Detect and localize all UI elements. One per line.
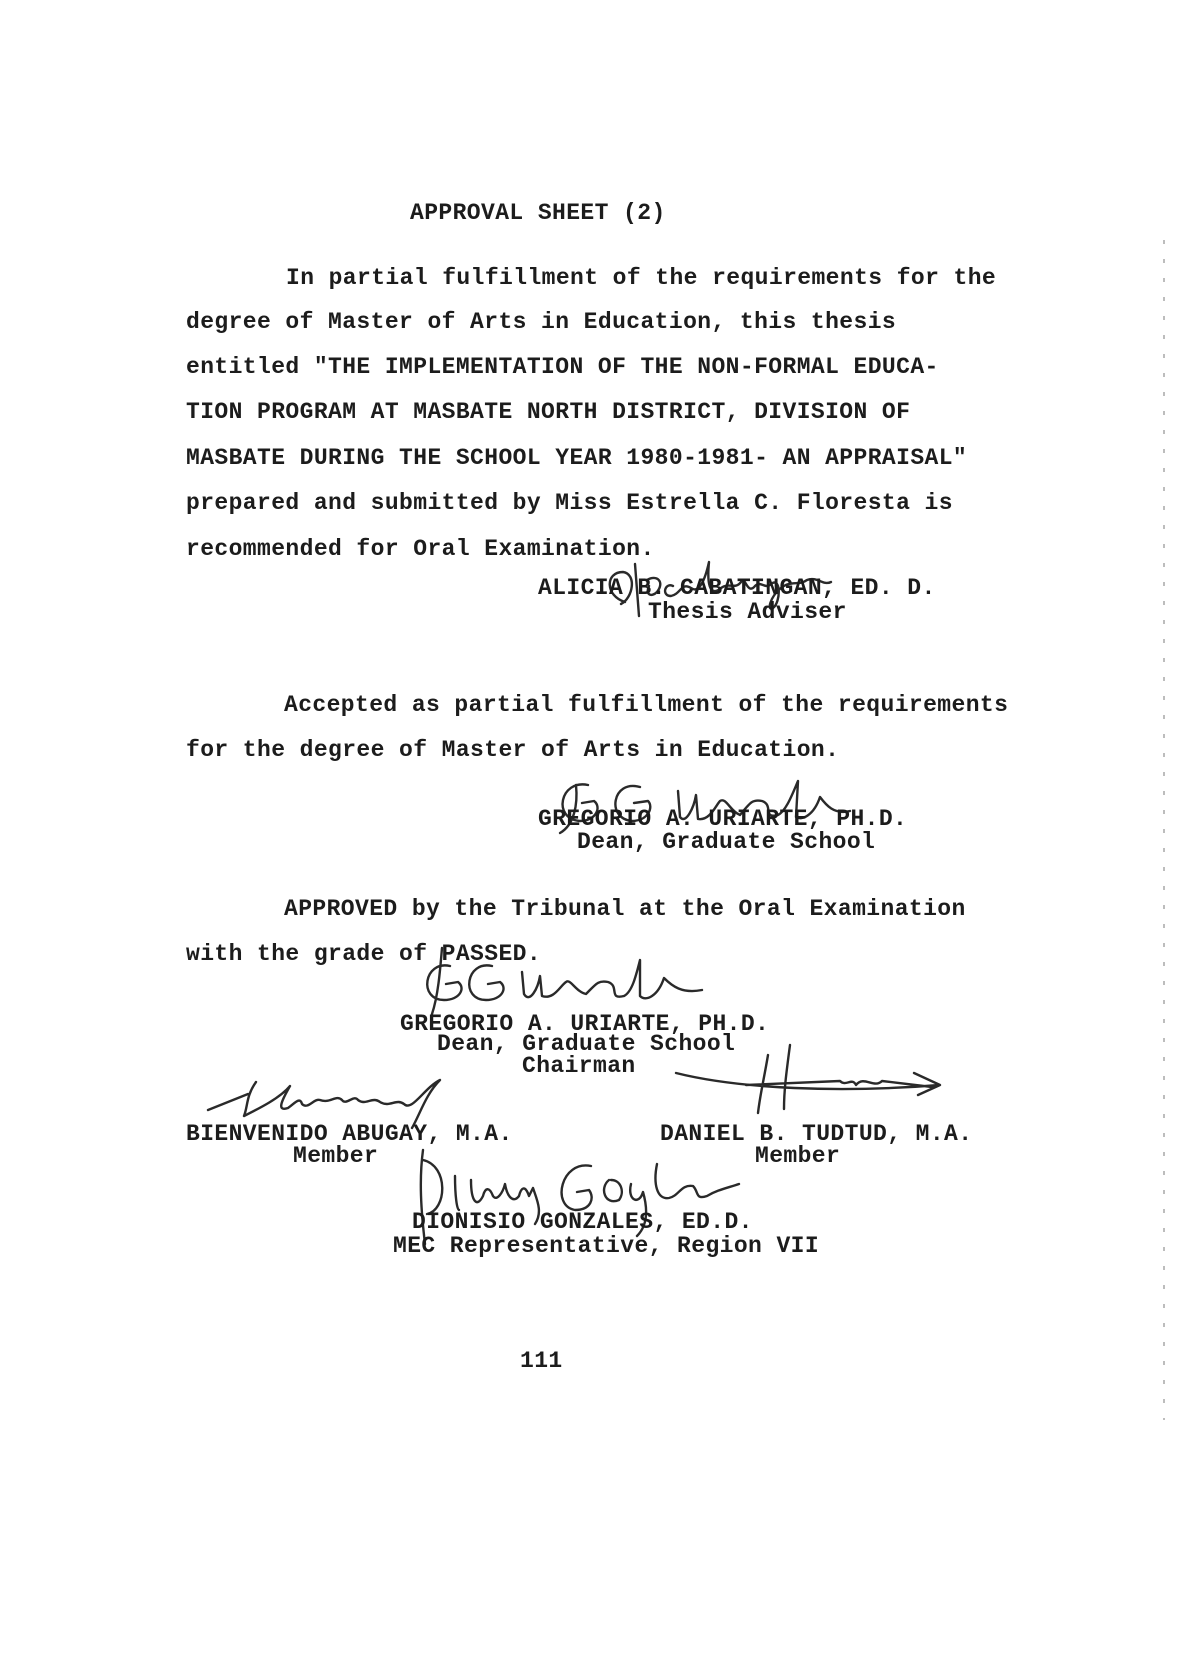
paragraph-line: for the degree of Master of Arts in Education. [186, 737, 840, 763]
member1-role: Member [293, 1143, 379, 1169]
paragraph-line: APPROVED by the Tribunal at the Oral Examination [284, 896, 966, 922]
paragraph-line: In partial fulfillment of the requirements for the [286, 265, 997, 291]
chairman-role: Dean, Graduate School [437, 1031, 736, 1057]
adviser-name: ALICIA B. CABATINGAN, ED. D. [538, 575, 936, 601]
document-title: APPROVAL SHEET (2) [410, 200, 666, 226]
chairman-name: GREGORIO A. URIARTE, PH.D. [400, 1011, 770, 1037]
paragraph-line: with the grade of PASSED. [186, 941, 542, 967]
paragraph-line: MASBATE DURING THE SCHOOL YEAR 1980-1981- AN APPRAISAL" [186, 445, 968, 471]
chairman-role2: Chairman [522, 1053, 636, 1079]
dean-role: Dean, Graduate School [577, 829, 876, 855]
paragraph-line: Accepted as partial fulfillment of the requirements [284, 692, 1009, 718]
member2-name: DANIEL B. TUDTUD, M.A. [660, 1121, 973, 1147]
member2-role: Member [755, 1143, 841, 1169]
member2-signature [660, 1035, 960, 1115]
member1-name: BIENVENIDO ABUGAY, M.A. [186, 1121, 513, 1147]
page-number: 111 [520, 1348, 563, 1374]
paragraph-line: recommended for Oral Examination. [186, 536, 655, 562]
scan-edge-marks [1163, 240, 1165, 1420]
paragraph-line: entitled "THE IMPLEMENTATION OF THE NON-FORMAL EDUCA- [186, 354, 939, 380]
paragraph-line: TION PROGRAM AT MASBATE NORTH DISTRICT, DIVISION OF [186, 399, 911, 425]
chairman-signature [410, 938, 740, 1018]
paragraph-line: degree of Master of Arts in Education, this thesis [186, 309, 897, 335]
representative-name: DIONISIO GONZALES, ED.D. [412, 1209, 753, 1235]
adviser-role: Thesis Adviser [648, 599, 847, 625]
dean-name: GREGORIO A. URIARTE, PH.D. [538, 806, 908, 832]
paragraph-line: prepared and submitted by Miss Estrella C. Floresta is [186, 490, 953, 516]
representative-role: MEC Representative, Region VII [393, 1233, 820, 1259]
